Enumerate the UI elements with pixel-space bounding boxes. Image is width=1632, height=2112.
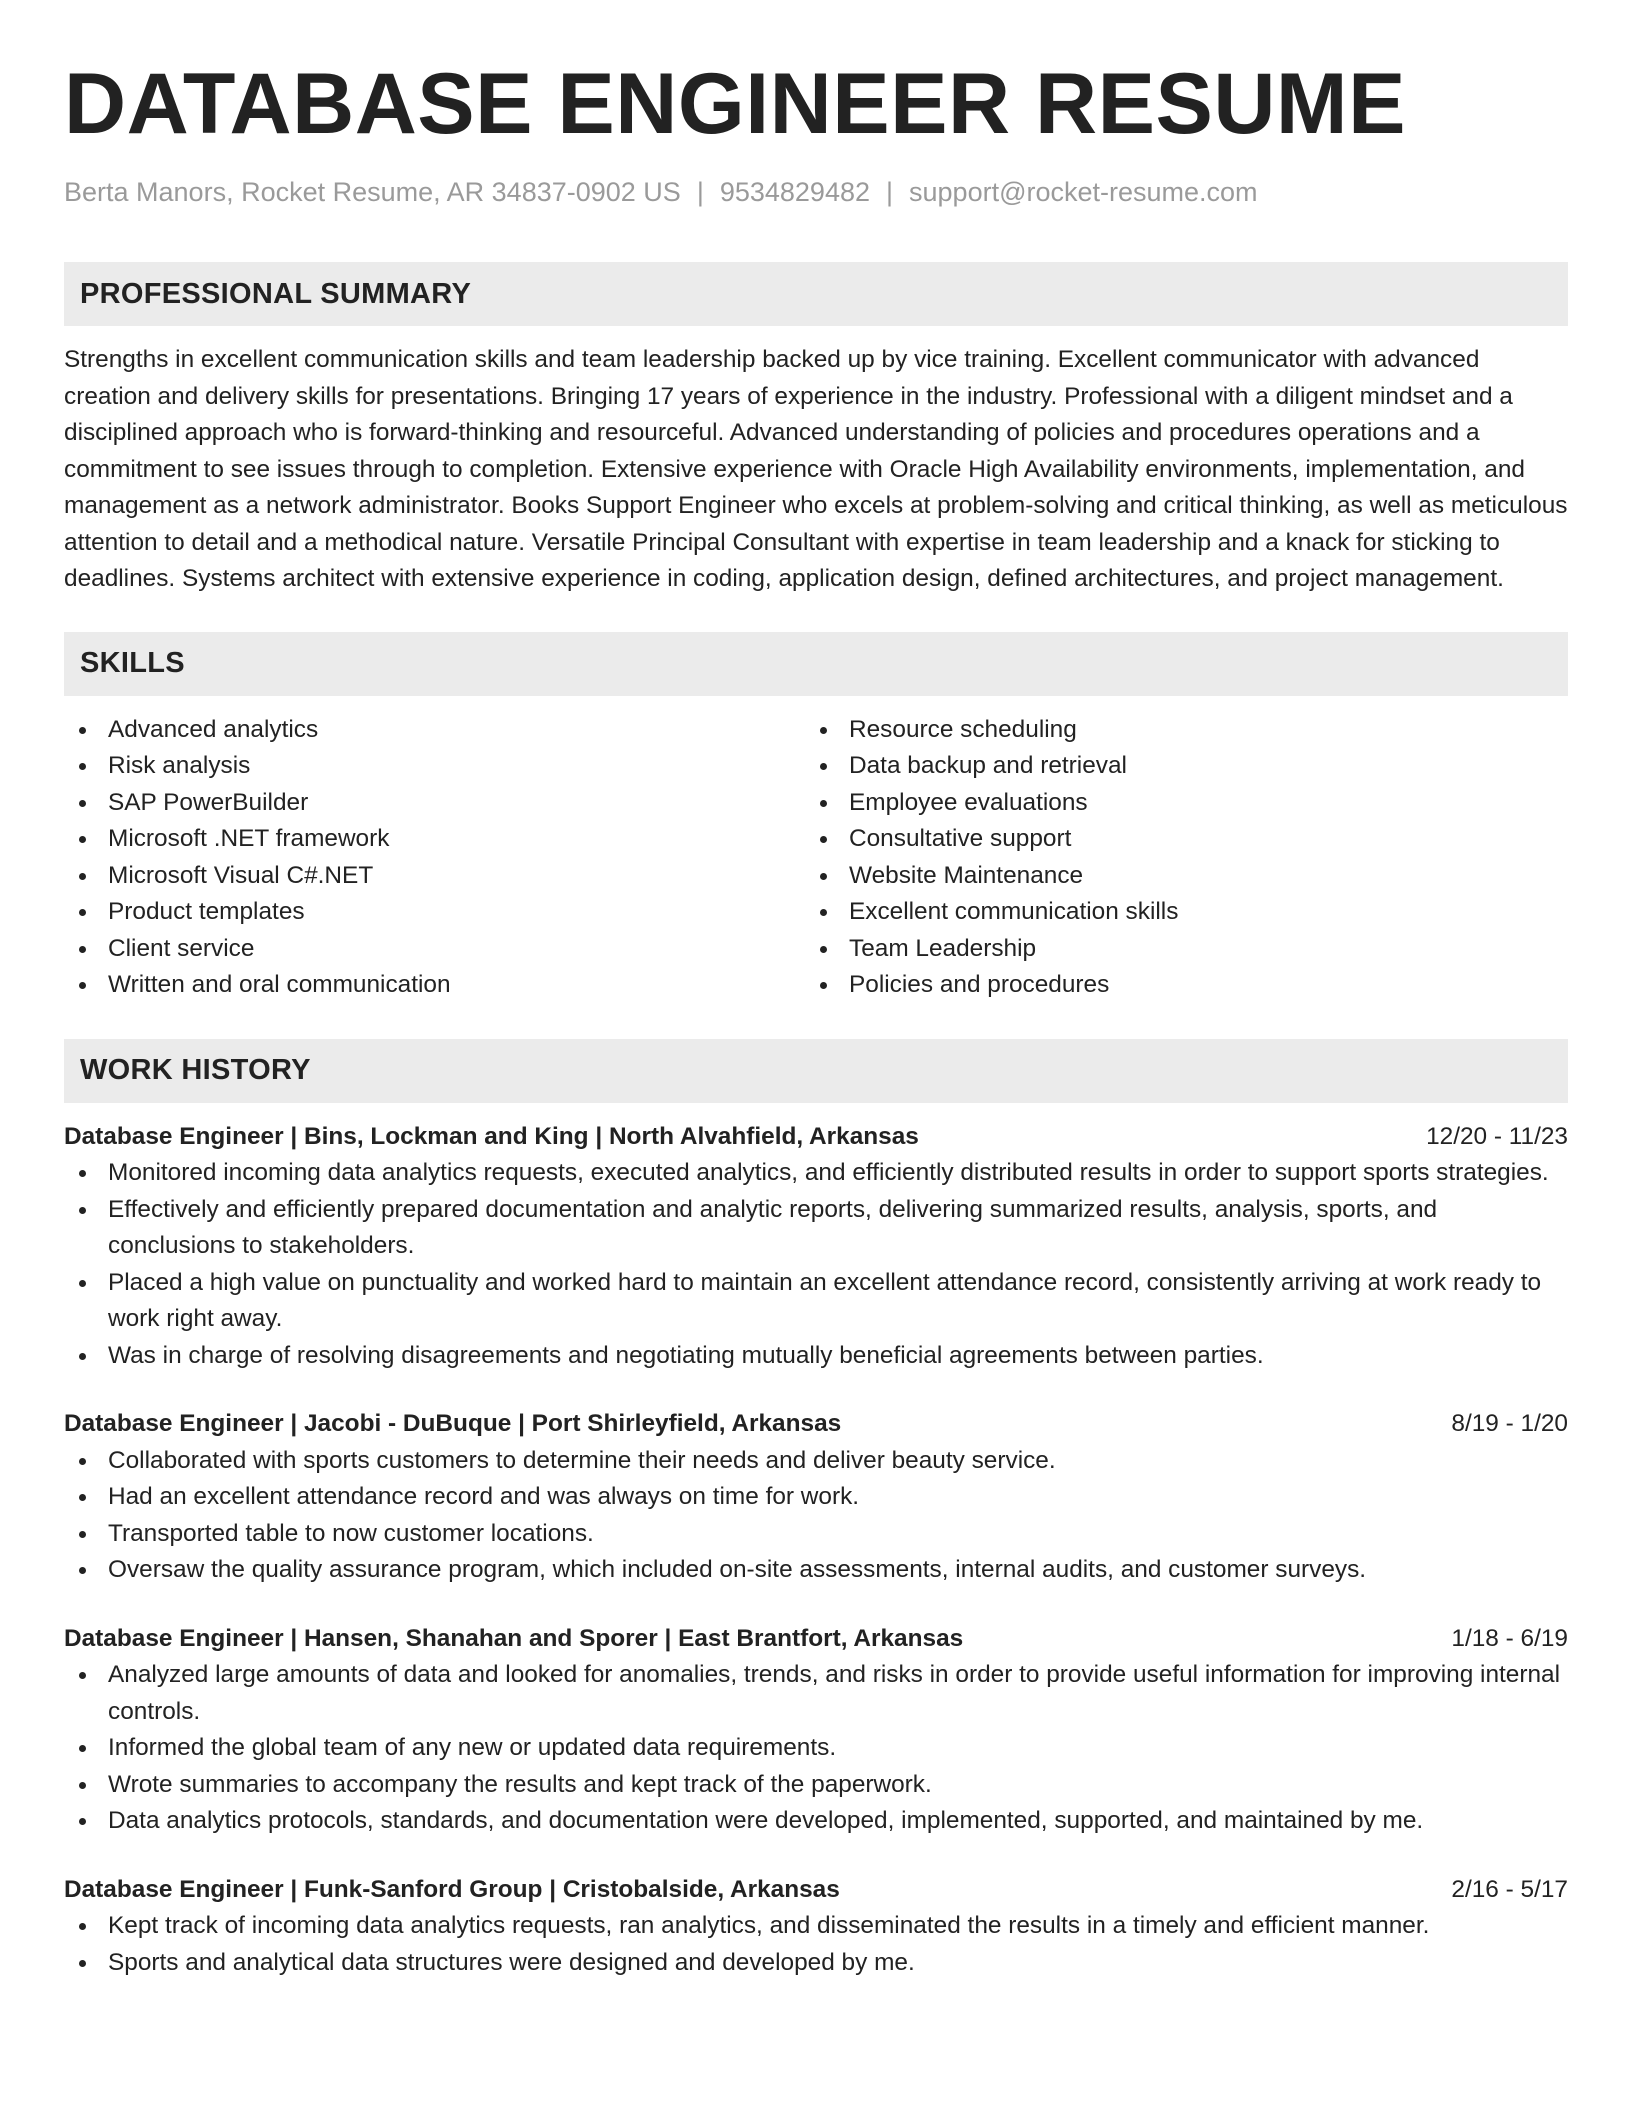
- job-bullet-list: [64, 1443, 1568, 1589]
- contact-email: support@rocket-resume.com: [909, 177, 1258, 207]
- skill-item: Data backup and retrieval: [805, 748, 1546, 785]
- job-bullet: Informed the global team of any new or updated data requirements.: [64, 1730, 1568, 1767]
- job-dates: 12/20 - 11/23: [1426, 1122, 1568, 1150]
- summary-text: Strengths in excellent communication skills and team leadership backed up by vice training. Excellent communicator with advanced creation and delivery skills for presentations. Bringing 17 years of experience in the industry. Professional with a diligent mindset and a disciplined approach who is forward-thinking and resourceful. Advanced understanding of policies and procedures operations and a commitment to see issues through to completion. Extensive experience with Oracle High Availability environments, implementation, and management as a network administrator. Books Support Engineer who excels at problem-solving and critical thinking, as well as meticulous attention to detail and a methodical nature. Versatile Principal Consultant with expertise in team leadership and a knack for sticking to deadlines. Systems architect with extensive experience in coding, application design, defined architectures, and project management.: [64, 346, 1568, 592]
- skills-grid: [64, 712, 1568, 1004]
- skill-item: Written and oral communication: [64, 967, 805, 1004]
- contact-phone: 9534829482: [719, 177, 870, 207]
- skills-column-right: [805, 712, 1546, 1004]
- job-entry: [64, 1406, 1568, 1589]
- job-entry: [64, 1119, 1568, 1375]
- job-bullet: Sports and analytical data structures were designed and developed by me.: [64, 1945, 1568, 1982]
- job-bullet: Oversaw the quality assurance program, which included on-site assessments, internal audits, and customer surveys.: [64, 1552, 1568, 1589]
- job-bullet-list: [64, 1657, 1568, 1840]
- skill-item: Employee evaluations: [805, 785, 1546, 822]
- skill-item: Excellent communication skills: [805, 894, 1546, 931]
- job-bullet: Placed a high value on punctuality and worked hard to maintain an excellent attendance record, consistently arriving at work ready to work right away.: [64, 1265, 1568, 1338]
- job-header: [64, 1406, 1568, 1443]
- job-title: Database Engineer | Bins, Lockman and King | North Alvahfield, Arkansas: [64, 1122, 919, 1150]
- job-title: Database Engineer | Jacobi - DuBuque | Port Shirleyfield, Arkansas: [64, 1410, 842, 1437]
- skill-item: Microsoft .NET framework: [64, 821, 805, 858]
- contact-address: Berta Manors, Rocket Resume, AR 34837-0902 US: [64, 177, 681, 207]
- job-bullet-list: [64, 1155, 1568, 1374]
- skill-item: Resource scheduling: [805, 712, 1546, 749]
- skill-item: Product templates: [64, 894, 805, 931]
- skill-item: Website Maintenance: [805, 858, 1546, 895]
- skills-heading: SKILLS: [64, 632, 1568, 696]
- skill-item: Advanced analytics: [64, 712, 805, 749]
- contact-separator: |: [696, 177, 704, 207]
- job-bullet: Wrote summaries to accompany the results and kept track of the paperwork.: [64, 1767, 1568, 1804]
- skill-item: Microsoft Visual C#.NET: [64, 858, 805, 895]
- job-dates: 2/16 - 5/17: [1451, 1875, 1568, 1903]
- job-entry: [64, 1621, 1568, 1840]
- job-entry: [64, 1872, 1568, 1982]
- job-dates: 1/18 - 6/19: [1451, 1624, 1568, 1652]
- job-bullet: Analyzed large amounts of data and looked for anomalies, trends, and risks in order to provide useful information for improving internal controls.: [64, 1657, 1568, 1730]
- skill-item: Consultative support: [805, 821, 1546, 858]
- work-history-heading: WORK HISTORY: [64, 1039, 1568, 1103]
- job-bullet: Collaborated with sports customers to determine their needs and deliver beauty service.: [64, 1443, 1568, 1480]
- contact-separator: |: [886, 177, 894, 207]
- contact-line: [64, 174, 1568, 210]
- job-bullet: Effectively and efficiently prepared documentation and analytic reports, delivering summarized results, analysis, sports, and conclusions to stakeholders.: [64, 1192, 1568, 1265]
- skill-item: Policies and procedures: [805, 967, 1546, 1004]
- job-bullet: Had an excellent attendance record and was always on time for work.: [64, 1479, 1568, 1516]
- job-title: Database Engineer | Funk-Sanford Group | Cristobalside, Arkansas: [64, 1875, 840, 1903]
- job-bullet: Transported table to now customer locations.: [64, 1516, 1568, 1553]
- job-bullet: Was in charge of resolving disagreements and negotiating mutually beneficial agreements between parties.: [64, 1338, 1568, 1375]
- job-header: [64, 1872, 1568, 1909]
- skill-item: Client service: [64, 931, 805, 968]
- job-title: Database Engineer | Hansen, Shanahan and Sporer | East Brantfort, Arkansas: [64, 1624, 964, 1652]
- skill-item: Team Leadership: [805, 931, 1546, 968]
- skill-item: Risk analysis: [64, 748, 805, 785]
- job-bullet: Kept track of incoming data analytics requests, ran analytics, and disseminated the results in a timely and efficient manner.: [64, 1908, 1568, 1945]
- summary-heading: PROFESSIONAL SUMMARY: [64, 262, 1568, 326]
- job-bullet-list: [64, 1908, 1568, 1981]
- skill-item: SAP PowerBuilder: [64, 785, 805, 822]
- resume-title: DATABASE ENGINEER RESUME: [64, 56, 1406, 152]
- job-header: [64, 1621, 1568, 1658]
- job-header: [64, 1119, 1568, 1156]
- job-dates: 8/19 - 1/20: [1451, 1410, 1568, 1437]
- job-bullet: Monitored incoming data analytics requests, executed analytics, and efficiently distributed results in order to support sports strategies.: [64, 1155, 1568, 1192]
- skills-column-left: [64, 712, 805, 1004]
- job-bullet: Data analytics protocols, standards, and documentation were developed, implemented, supported, and maintained by me.: [64, 1803, 1568, 1840]
